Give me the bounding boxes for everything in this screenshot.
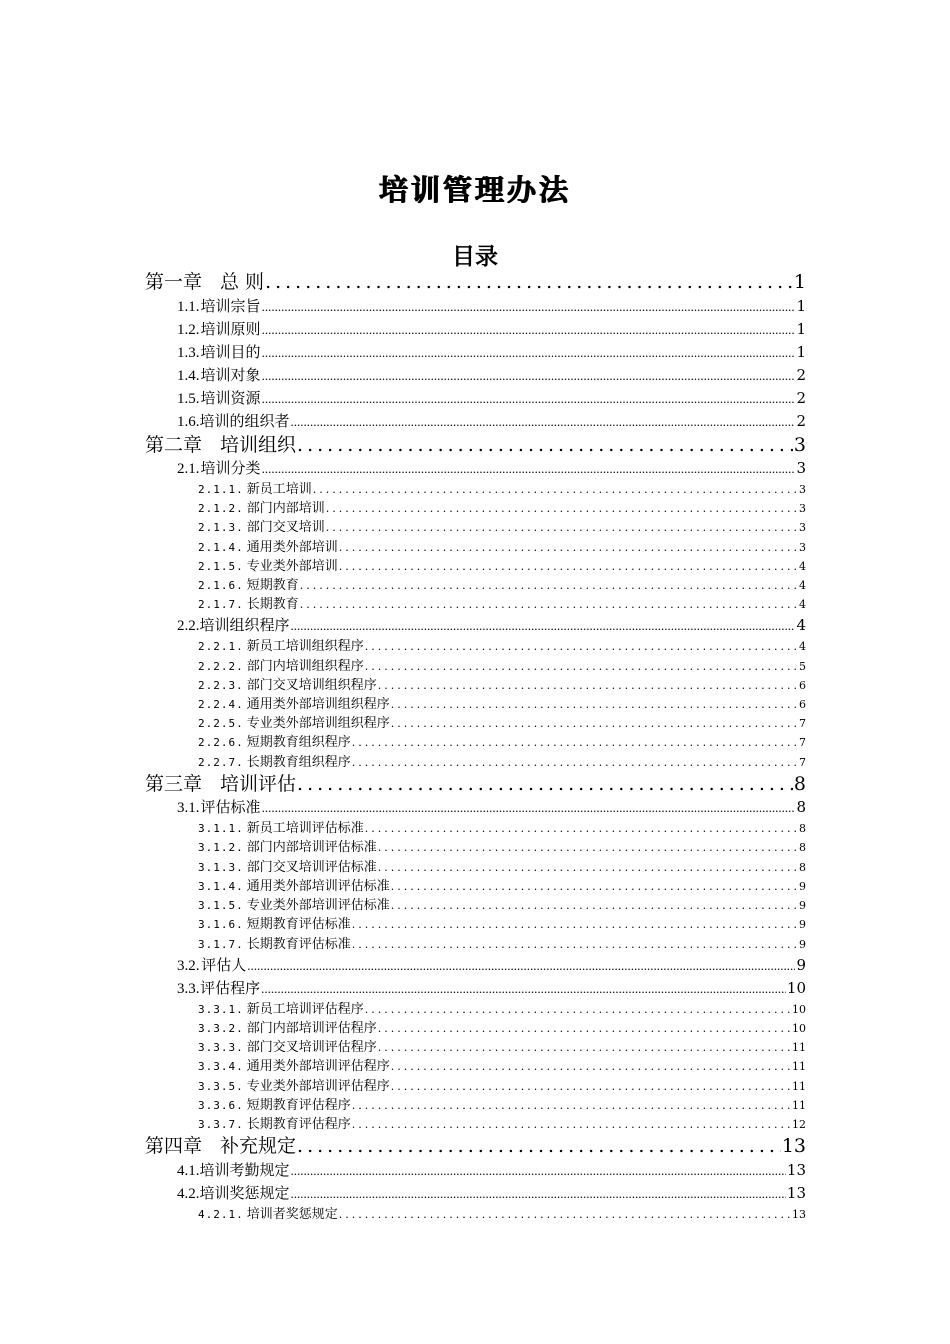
toc-entry-number: 2.1.4. bbox=[198, 541, 244, 554]
toc-entry-level3[interactable] bbox=[198, 1019, 806, 1038]
toc-entry-title: 短期教育 bbox=[246, 578, 299, 593]
toc-dot-leader bbox=[297, 433, 793, 457]
toc-heading: 目录 bbox=[452, 243, 498, 270]
toc-page-number: 8 bbox=[799, 822, 806, 835]
toc-entry-title: 培训宗旨 bbox=[200, 297, 261, 315]
toc-entry-title: 部门交叉培训评估程序 bbox=[246, 1040, 377, 1055]
toc-page-number: 13 bbox=[781, 1135, 806, 1157]
toc-page-number: 9 bbox=[799, 880, 806, 893]
toc-dot-leader bbox=[262, 388, 796, 409]
toc-entry-number: 3.1.3. bbox=[198, 861, 244, 874]
toc-entry-title: 新员工培训组织程序 bbox=[246, 639, 364, 654]
toc-dot-leader bbox=[326, 518, 798, 537]
document-title: 培训管理办法 bbox=[378, 173, 571, 207]
toc-dot-leader bbox=[365, 637, 798, 656]
toc-entry-number: 第一章 bbox=[145, 271, 203, 293]
toc-dot-leader bbox=[313, 480, 798, 499]
toc-entry-level2[interactable] bbox=[177, 796, 806, 818]
toc-entry-number: 3.1. bbox=[177, 800, 200, 816]
toc-entry-number: 2.1.3. bbox=[198, 521, 244, 534]
toc-entry-level2[interactable] bbox=[177, 410, 806, 432]
toc-page-number: 11 bbox=[792, 1099, 806, 1112]
toc-entry-level3[interactable] bbox=[198, 714, 806, 733]
toc-dot-leader bbox=[352, 935, 798, 954]
toc-entry-level3[interactable] bbox=[198, 733, 806, 752]
toc-entry-number: 1.1. bbox=[177, 299, 200, 315]
toc-entry-level3[interactable] bbox=[198, 1096, 806, 1115]
toc-entry-title: 培训组织 bbox=[220, 434, 297, 456]
toc-dot-leader bbox=[378, 1019, 791, 1038]
toc-dot-leader bbox=[391, 1057, 791, 1076]
toc-dot-leader bbox=[391, 714, 798, 733]
toc-entry-level3[interactable] bbox=[198, 915, 806, 934]
toc-page-number: 1 bbox=[796, 297, 806, 315]
toc-entry-number: 3.3.6. bbox=[198, 1099, 244, 1112]
toc-entry-number: 2.2.3. bbox=[198, 679, 244, 692]
toc-entry-title: 通用类外部培训评估标准 bbox=[246, 879, 390, 894]
toc-entry-level3[interactable] bbox=[198, 518, 806, 537]
toc-dot-leader bbox=[291, 1183, 786, 1204]
toc-entry-title: 培训分类 bbox=[200, 459, 261, 477]
toc-entry-title: 短期教育评估程序 bbox=[246, 1098, 351, 1113]
toc-dot-leader bbox=[378, 858, 798, 877]
toc-dot-leader bbox=[352, 733, 798, 752]
toc-page-number: 10 bbox=[792, 1003, 806, 1016]
toc-page-number: 3 bbox=[799, 541, 806, 554]
toc-dot-leader bbox=[247, 955, 795, 976]
toc-page-number: 7 bbox=[799, 736, 806, 749]
toc-entry-title: 新员工培训评估标准 bbox=[246, 821, 364, 836]
toc-entry-level3[interactable] bbox=[198, 1057, 806, 1076]
toc-entry-level2[interactable] bbox=[177, 457, 806, 479]
toc-dot-leader bbox=[365, 1000, 791, 1019]
toc-entry-level3[interactable] bbox=[198, 1205, 806, 1224]
toc-entry-title: 培训考勤规定 bbox=[199, 1161, 290, 1179]
toc-entry-level3[interactable] bbox=[198, 695, 806, 714]
toc-entry-number: 2.2.2. bbox=[198, 660, 244, 673]
toc-dot-leader bbox=[262, 319, 796, 340]
toc-page-number: 13 bbox=[786, 1161, 806, 1179]
toc-entry-title: 长期教育评估程序 bbox=[246, 1117, 351, 1132]
toc-entry-number: 3.1.5. bbox=[198, 899, 244, 912]
toc-entry-number: 1.2. bbox=[177, 322, 200, 338]
toc-dot-leader bbox=[262, 342, 796, 363]
toc-entry-number: 1.5. bbox=[177, 391, 200, 407]
toc-page-number: 6 bbox=[799, 679, 806, 692]
toc-entry-level2[interactable] bbox=[177, 318, 806, 340]
toc-page-number: 3 bbox=[799, 502, 806, 515]
toc-entry-number: 3.1.6. bbox=[198, 918, 244, 931]
toc-page-number: 7 bbox=[799, 717, 806, 730]
toc-dot-leader bbox=[261, 978, 786, 999]
toc-entry-number: 3.3.5. bbox=[198, 1080, 244, 1093]
toc-dot-leader bbox=[391, 896, 798, 915]
toc-entry-level2[interactable] bbox=[177, 1159, 806, 1181]
toc-entry-number: 3.3.3. bbox=[198, 1041, 244, 1054]
toc-dot-leader bbox=[391, 877, 798, 896]
toc-page-number: 4 bbox=[799, 560, 806, 573]
toc-page-number: 4 bbox=[799, 640, 806, 653]
toc-entry-number: 2.1.1. bbox=[198, 483, 244, 496]
toc-page-number: 2 bbox=[796, 366, 806, 384]
toc-entry-level3[interactable] bbox=[198, 538, 806, 557]
toc-entry-number: 3.2. bbox=[177, 958, 200, 974]
toc-entry-number: 3.1.2. bbox=[198, 841, 244, 854]
toc-entry-title: 通用类外部培训组织程序 bbox=[246, 697, 390, 712]
toc-entry-level3[interactable] bbox=[198, 595, 806, 614]
toc-entry-number: 2.2.6. bbox=[198, 736, 244, 749]
toc-page-number: 9 bbox=[799, 918, 806, 931]
toc-entry-level2[interactable] bbox=[177, 295, 806, 317]
toc-entry-number: 3.3.7. bbox=[198, 1118, 244, 1131]
toc-entry-title: 短期教育评估标准 bbox=[246, 917, 351, 932]
toc-entry-title: 评估程序 bbox=[200, 979, 261, 997]
toc-entry-title: 新员工培训评估程序 bbox=[246, 1002, 364, 1017]
toc-entry-level1[interactable] bbox=[145, 433, 806, 457]
toc-page-number: 11 bbox=[792, 1080, 806, 1093]
toc-entry-title: 通用类外部培训 bbox=[246, 540, 338, 555]
toc-entry-number: 2.2.7. bbox=[198, 756, 244, 769]
toc-dot-leader bbox=[352, 1096, 791, 1115]
toc-page-number: 1 bbox=[793, 271, 806, 293]
toc-entry-level1[interactable] bbox=[145, 772, 806, 796]
toc-dot-leader bbox=[378, 676, 798, 695]
toc-page-number: 8 bbox=[799, 841, 806, 854]
toc-dot-leader bbox=[297, 1134, 781, 1158]
toc-page-number: 3 bbox=[793, 434, 806, 456]
toc-page-number: 1 bbox=[796, 320, 806, 338]
toc-page-number: 10 bbox=[786, 979, 806, 997]
toc-dot-leader bbox=[265, 270, 793, 294]
toc-entry-number: 2.2.1. bbox=[198, 640, 244, 653]
toc-entry-title: 部门内培训组织程序 bbox=[246, 659, 364, 674]
toc-page-number: 5 bbox=[799, 660, 806, 673]
toc-page-number: 8 bbox=[799, 861, 806, 874]
toc-entry-title: 培训的组织者 bbox=[199, 412, 290, 430]
toc-entry-number: 4.1. bbox=[177, 1163, 200, 1179]
toc-entry-level3[interactable] bbox=[198, 1000, 806, 1019]
toc-entry-level1[interactable] bbox=[145, 270, 806, 294]
toc-entry-title: 补充规定 bbox=[220, 1135, 297, 1157]
toc-entry-level3[interactable] bbox=[198, 858, 806, 877]
toc-entry-number: 3.3.1. bbox=[198, 1003, 244, 1016]
toc-entry-number: 2.1.6. bbox=[198, 579, 244, 592]
toc-entry-number: 3.1.7. bbox=[198, 938, 244, 951]
toc-page-number: 3 bbox=[799, 521, 806, 534]
toc-dot-leader bbox=[291, 411, 796, 432]
toc-page-number: 9 bbox=[799, 899, 806, 912]
toc-entry-title: 新员工培训 bbox=[246, 482, 312, 497]
toc-entry-level2[interactable] bbox=[177, 364, 806, 386]
toc-entry-level3[interactable] bbox=[198, 499, 806, 518]
toc-entry-number: 2.2.5. bbox=[198, 717, 244, 730]
toc-entry-title: 培训原则 bbox=[200, 320, 261, 338]
toc-entry-title: 培训奖惩规定 bbox=[199, 1184, 290, 1202]
toc-entry-number: 4.2.1. bbox=[198, 1208, 244, 1221]
toc-entry-number: 第三章 bbox=[145, 773, 203, 795]
toc-entry-title: 评估人 bbox=[201, 956, 247, 974]
toc-entry-title: 培训资源 bbox=[200, 389, 261, 407]
toc-entry-number: 第二章 bbox=[145, 434, 203, 456]
toc-entry-number: 4.2. bbox=[177, 1186, 200, 1202]
toc-entry-number: 2.1.7. bbox=[198, 598, 244, 611]
toc-dot-leader bbox=[352, 1115, 791, 1134]
toc-entry-title: 部门交叉培训评估标准 bbox=[246, 860, 377, 875]
toc-entry-title: 培训对象 bbox=[200, 366, 261, 384]
toc-dot-leader bbox=[291, 1160, 786, 1181]
toc-entry-title: 总 则 bbox=[220, 271, 265, 293]
toc-entry-title: 部门交叉培训组织程序 bbox=[246, 678, 377, 693]
toc-entry-number: 3.3. bbox=[177, 981, 200, 997]
toc-dot-leader bbox=[352, 753, 798, 772]
toc-entry-level2[interactable] bbox=[177, 954, 806, 976]
toc-entry-title: 长期教育评估标准 bbox=[246, 937, 351, 952]
toc-entry-title: 培训目的 bbox=[200, 343, 261, 361]
toc-page-number: 11 bbox=[792, 1041, 806, 1054]
toc-page-number: 8 bbox=[796, 798, 806, 816]
toc-page-number: 4 bbox=[799, 579, 806, 592]
toc-entry-level3[interactable] bbox=[198, 896, 806, 915]
toc-page-number: 1 bbox=[796, 343, 806, 361]
toc-dot-leader bbox=[300, 595, 798, 614]
toc-entry-level2[interactable] bbox=[177, 387, 806, 409]
toc-page-number: 4 bbox=[799, 598, 806, 611]
toc-entry-level3[interactable] bbox=[198, 819, 806, 838]
toc-entry-level2[interactable] bbox=[177, 1182, 806, 1204]
toc-entry-title: 通用类外部培训评估程序 bbox=[246, 1059, 390, 1074]
toc-page-number: 6 bbox=[799, 698, 806, 711]
toc-entry-level1[interactable] bbox=[145, 1134, 806, 1158]
toc-entry-number: 2.2. bbox=[177, 618, 200, 634]
toc-entry-title: 培训组织程序 bbox=[199, 616, 290, 634]
toc-dot-leader bbox=[291, 615, 796, 636]
toc-page-number: 2 bbox=[796, 412, 806, 430]
toc-entry-title: 部门内部培训评估标准 bbox=[246, 840, 377, 855]
toc-page-number: 3 bbox=[799, 483, 806, 496]
toc-entry-level3[interactable] bbox=[198, 1115, 806, 1134]
toc-page-number: 10 bbox=[792, 1022, 806, 1035]
toc-entry-number: 1.4. bbox=[177, 368, 200, 384]
toc-dot-leader bbox=[339, 1205, 791, 1224]
toc-entry-title: 专业类外部培训 bbox=[246, 559, 338, 574]
toc-entry-number: 1.3. bbox=[177, 345, 200, 361]
toc-dot-leader bbox=[326, 499, 798, 518]
toc-dot-leader bbox=[391, 1077, 791, 1096]
toc-entry-title: 培训评估 bbox=[220, 773, 297, 795]
toc-entry-number: 1.6. bbox=[177, 414, 200, 430]
toc-entry-title: 培训者奖惩规定 bbox=[246, 1207, 338, 1222]
toc-entry-level3[interactable] bbox=[198, 838, 806, 857]
toc-entry-level3[interactable] bbox=[198, 637, 806, 656]
toc-entry-level3[interactable] bbox=[198, 877, 806, 896]
toc-dot-leader bbox=[378, 838, 798, 857]
toc-entry-title: 专业类外部培训组织程序 bbox=[246, 716, 390, 731]
toc-entry-title: 短期教育组织程序 bbox=[246, 735, 351, 750]
toc-entry-number: 2.1.5. bbox=[198, 560, 244, 573]
toc-entry-number: 2.2.4. bbox=[198, 698, 244, 711]
toc-entry-number: 2.1.2. bbox=[198, 502, 244, 515]
toc-entry-number: 3.3.2. bbox=[198, 1022, 244, 1035]
toc-entry-level3[interactable] bbox=[198, 480, 806, 499]
toc-page-number: 7 bbox=[799, 756, 806, 769]
toc-page-number: 8 bbox=[793, 773, 806, 795]
toc-dot-leader bbox=[378, 1038, 791, 1057]
toc-entry-title: 部门内部培训 bbox=[246, 501, 325, 516]
toc-dot-leader bbox=[262, 797, 796, 818]
toc-entry-title: 长期教育组织程序 bbox=[246, 755, 351, 770]
toc-dot-leader bbox=[365, 819, 798, 838]
toc-entry-level2[interactable] bbox=[177, 614, 806, 636]
toc-dot-leader bbox=[339, 557, 798, 576]
toc-entry-level3[interactable] bbox=[198, 753, 806, 772]
toc-page-number: 4 bbox=[796, 616, 806, 634]
toc-entry-level3[interactable] bbox=[198, 557, 806, 576]
toc-entry-level3[interactable] bbox=[198, 1077, 806, 1096]
toc-page-number: 12 bbox=[792, 1118, 806, 1131]
toc-dot-leader bbox=[297, 772, 793, 796]
toc-entry-number: 第四章 bbox=[145, 1135, 203, 1157]
toc-entry-level2[interactable] bbox=[177, 341, 806, 363]
toc-entry-number: 2.1. bbox=[177, 461, 200, 477]
toc-dot-leader bbox=[339, 538, 798, 557]
toc-page-number: 11 bbox=[792, 1060, 806, 1073]
toc-entry-title: 长期教育 bbox=[246, 597, 299, 612]
toc-entry-title: 评估标准 bbox=[200, 798, 261, 816]
toc-dot-leader bbox=[300, 576, 798, 595]
toc-entry-title: 部门交叉培训 bbox=[246, 520, 325, 535]
toc-page-number: 13 bbox=[786, 1184, 806, 1202]
toc-dot-leader bbox=[262, 458, 796, 479]
toc-entry-level3[interactable] bbox=[198, 657, 806, 676]
toc-page-number: 9 bbox=[796, 956, 806, 974]
toc-entry-level3[interactable] bbox=[198, 935, 806, 954]
toc-entry-title: 专业类外部培训评估程序 bbox=[246, 1079, 390, 1094]
toc-dot-leader bbox=[262, 296, 796, 317]
toc-page-number: 3 bbox=[796, 459, 806, 477]
toc-dot-leader bbox=[391, 695, 798, 714]
toc-entry-level3[interactable] bbox=[198, 1038, 806, 1057]
toc-page-number: 13 bbox=[792, 1208, 806, 1221]
toc-dot-leader bbox=[262, 365, 796, 386]
toc-entry-level3[interactable] bbox=[198, 576, 806, 595]
toc-dot-leader bbox=[365, 657, 798, 676]
toc-entry-number: 3.1.4. bbox=[198, 880, 244, 893]
toc-entry-level2[interactable] bbox=[177, 977, 806, 999]
toc-page-number: 2 bbox=[796, 389, 806, 407]
toc-entry-level3[interactable] bbox=[198, 676, 806, 695]
toc-entry-title: 部门内部培训评估程序 bbox=[246, 1021, 377, 1036]
toc-dot-leader bbox=[352, 915, 798, 934]
toc-entry-title: 专业类外部培训评估标准 bbox=[246, 898, 390, 913]
toc-entry-number: 3.3.4. bbox=[198, 1060, 244, 1073]
toc-entry-number: 3.1.1. bbox=[198, 822, 244, 835]
toc-page-number: 9 bbox=[799, 938, 806, 951]
